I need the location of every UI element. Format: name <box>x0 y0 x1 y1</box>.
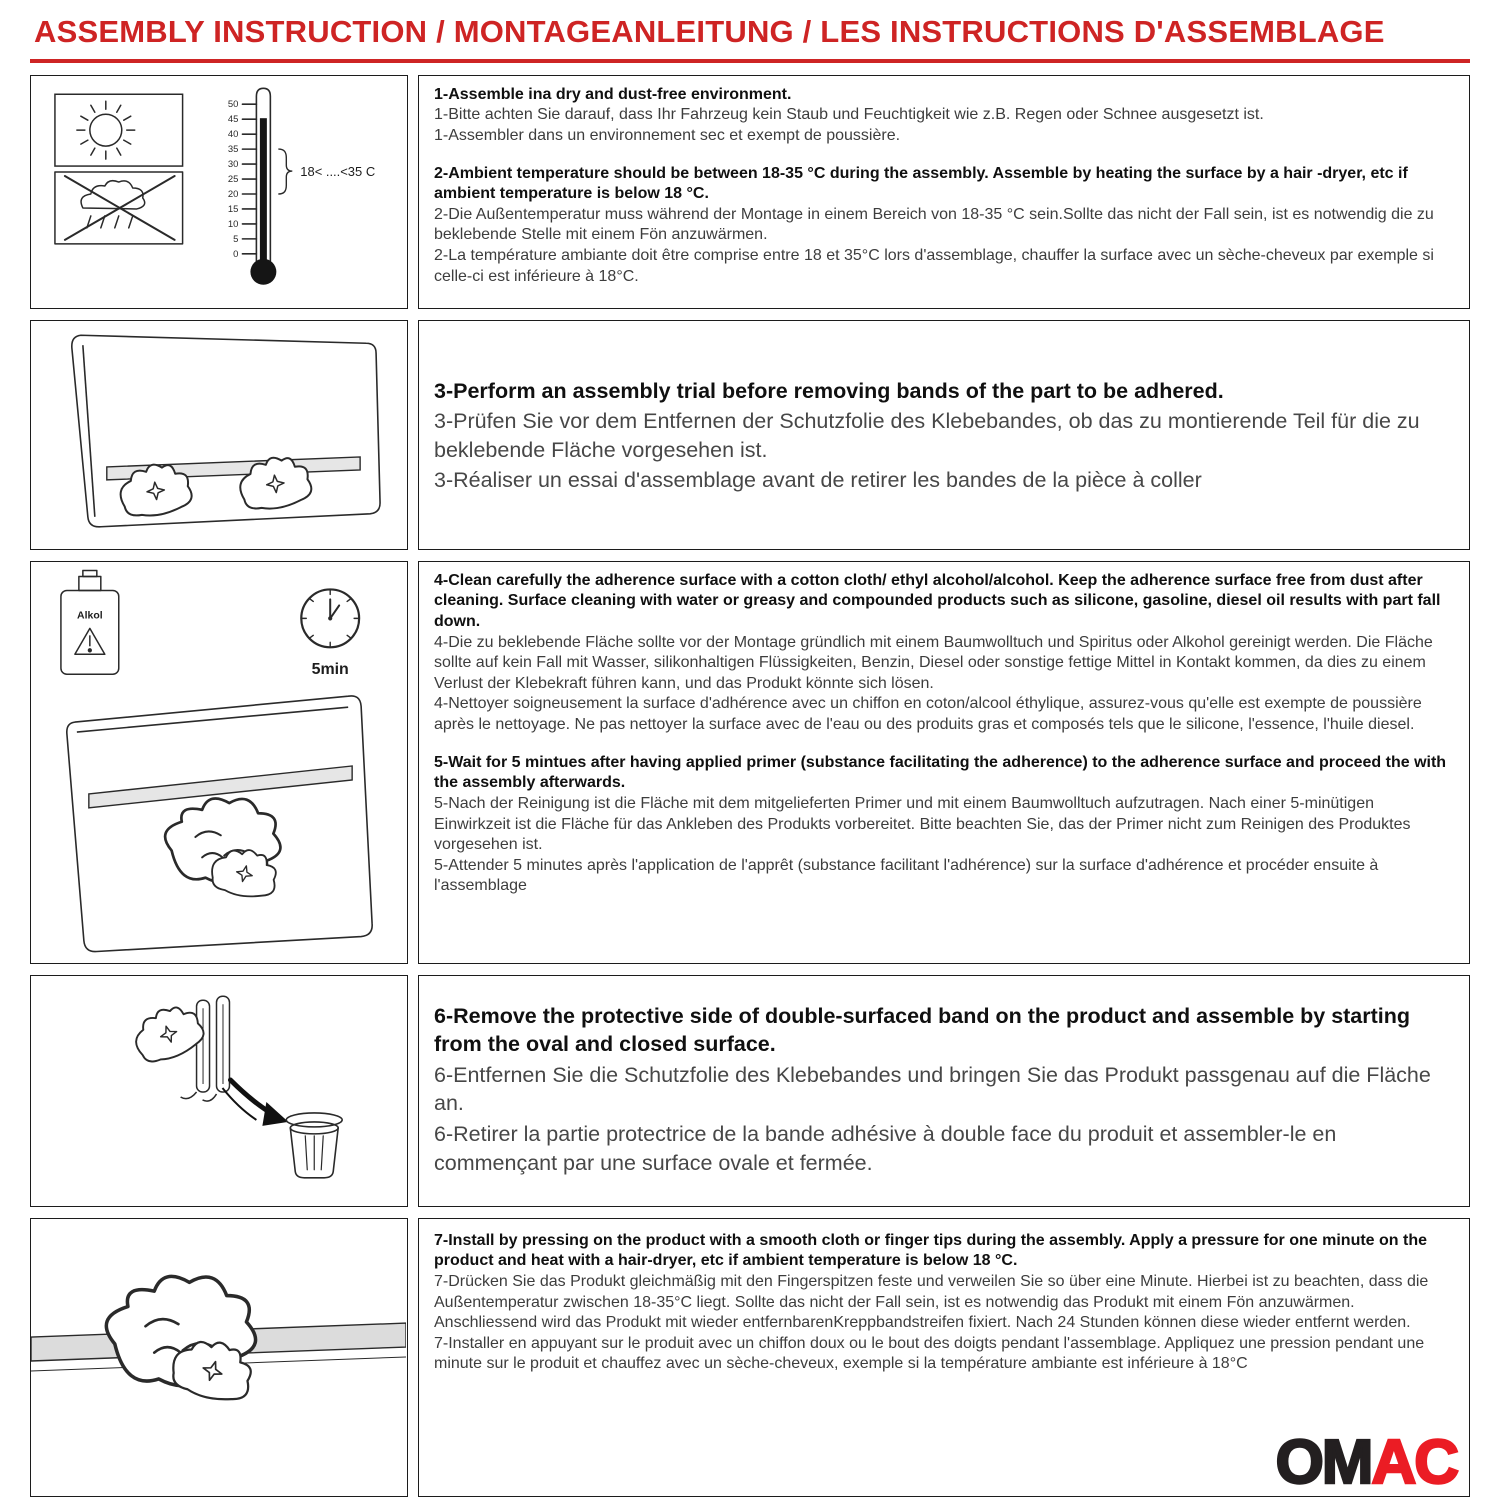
press-install-graphic <box>31 1219 406 1495</box>
step-row-assembly-trial <box>30 320 1470 550</box>
clock-icon <box>301 589 359 678</box>
tick-label: 45 <box>227 113 239 125</box>
sun-icon <box>55 94 183 166</box>
step-paragraph: 1-Assemble ina dry and dust-free environment. <box>434 85 792 103</box>
step-paragraph: 6-Remove the protective side of double-surfaced band on the product and assemble by starting from the oval and closed surface. <box>434 1003 1411 1057</box>
warning-triangle-icon <box>75 628 105 654</box>
illustration-remove-band <box>30 975 408 1207</box>
step-row-remove-band <box>30 975 1470 1207</box>
step-paragraph: 5-Nach der Reinigung ist die Fläche mit dem mitgelieferten Primer und mit einem Baumwolltuch aufzutragen. Nach einer 5-minütigen Einwirkzeit ist die Fläche für das Ankleben des Produkts vorbereitet. Bitte beachten Sie, das der Primer nicht zum Reinigen des Produktes vorgesehen ist. <box>434 794 1411 854</box>
brace-glyph <box>278 149 292 194</box>
page-title: ASSEMBLY INSTRUCTION / MONTAGEANLEITUNG / LES INSTRUCTIONS D'ASSEMBLAGE <box>34 14 1385 49</box>
step-paragraph: 7-Drücken Sie das Produkt gleichmäßig mit den Fingerspitzen feste und verweilen Sie so über eine Minute. Hierbei ist zu beachten, dass die Außentemperatur zwischen 18-35°C liegt. Sollte das nicht der Fall sein, ist es notwendig das Produkt mit einem Fön anzuwärmen. Anschliessend wird das Produkt mit wieder entfernbarenKreppbandstreifen fixiert. Nach 24 Stunden können diese wieder entfernt werden. <box>434 1272 1429 1332</box>
page-header <box>30 12 1470 63</box>
tick-label: 0 <box>233 248 239 260</box>
clock-duration-label: 5min <box>311 660 349 678</box>
step-row-press-install <box>30 1218 1470 1497</box>
step-paragraph: 2-Ambient temperature should be between 18-35 °C during the assembly. Assemble by heating the surface by a hair -dryer, etc if ambient temperature is below 18 °C. <box>434 164 1408 203</box>
omac-logo-black-part: OM <box>1275 1427 1372 1497</box>
illustration-environment-temperature <box>30 75 408 309</box>
environment-temperature-graphic <box>31 76 406 307</box>
remove-band-graphic <box>31 976 406 1205</box>
tick-label: 30 <box>227 158 239 170</box>
step-paragraph: 2-Die Außentemperatur muss während der Montage in einem Bereich von 18-35 °C sein.Sollte das nicht der Fall sein, ist es notwendig die zu beklebende Stelle mit einem Fön anzuwärmen. <box>434 205 1434 244</box>
tick-label: 5 <box>233 233 239 245</box>
step-text-1-2 <box>418 75 1470 309</box>
clean-primer-graphic <box>31 562 406 962</box>
tick-label: 10 <box>227 218 239 230</box>
step-text-3 <box>418 320 1470 550</box>
tick-label: 35 <box>227 143 239 155</box>
step-paragraph: 5-Attender 5 minutes après l'application de l'apprêt (substance facilitant l'adhérence) sur la surface d'adhérence et procéder ensuite à l'assemblage <box>434 856 1379 895</box>
illustration-assembly-trial <box>30 320 408 550</box>
illustration-press-install <box>30 1218 408 1497</box>
step-paragraph: 7-Install by pressing on the product with a smooth cloth or finger tips during the assembly. Apply a pressure for one minute on the product and heat with a hair-dryer, etc if ambient temperature is below 18 °C. <box>434 1231 1427 1270</box>
omac-logo-red-part: AC <box>1371 1427 1457 1497</box>
step-paragraph: 2-La température ambiante doit être comprise entre 18 et 35°C lors d'assemblage, chauffer la surface avec un sèche-cheveux par exemple si celle-ci est inférieure à 18°C. <box>434 247 1434 285</box>
step-paragraph: 6-Entfernen Sie die Schutzfolie des Klebebandes und bringen Sie das Produkt passgenau auf die Fläche an. <box>434 1062 1431 1116</box>
step-paragraph: 5-Wait for 5 mintues after having applied primer (substance facilitating the adherence) to the adherence surface and proceed the with the assembly afterwards. <box>434 753 1447 792</box>
step-paragraph: 7-Installer en appuyant sur le produit avec un chiffon doux ou le bout des doigts pendant l'assemblage. Appliquez une pression pendant une minute sur le produit et chauffez avec un sèche-cheveux, exemple si la température ambiante est inférieure à 18°C <box>434 1334 1425 1373</box>
tick-label: 40 <box>227 128 239 140</box>
temperature-range-label: 18< ....<35 C <box>300 163 376 179</box>
trash-can-icon <box>286 1113 342 1178</box>
step-paragraph: 1-Bitte achten Sie darauf, dass Ihr Fahrzeug kein Staub und Feuchtigkeit wie z.B. Regen oder Schnee ausgesetzt ist. <box>434 106 1264 124</box>
tick-label: 50 <box>227 98 239 110</box>
omac-logo <box>1275 1427 1457 1497</box>
illustration-clean-primer <box>30 561 408 964</box>
tick-label: 15 <box>227 203 239 215</box>
step-paragraph: 6-Retirer la partie protectrice de la bande adhésive à double face du produit et assembler-le en commençant par une surface ovale et fermée. <box>434 1122 1337 1175</box>
assembly-trial-graphic <box>31 321 406 548</box>
arrow-to-trash <box>222 1080 288 1126</box>
step-paragraph: 4-Nettoyer soigneusement la surface d'adhérence avec un chiffon en coton/alcool éthylique, assurez-vous qu'elle est exempte de poussière après le nettoyage. Ne pas nettoyer la surface avec de l'eau ou des produits gras et composés tels que le silicone, l'essence, l'huile diesel. <box>434 695 1422 734</box>
tick-label: 20 <box>227 188 239 200</box>
thermometer-icon <box>228 88 375 284</box>
step-paragraph: 4-Clean carefully the adherence surface with a cotton cloth/ ethyl alcohol/alcohol. Keep the adherence surface free from dust after cleaning. Surface cleaning with water or greasy and compounded products such as silicone, gasoline, diesel oil results with part fall down. <box>434 571 1441 630</box>
step-text-6 <box>418 975 1470 1207</box>
step-paragraph: 1-Assembler dans un environnement sec et exempt de poussière. <box>434 126 901 144</box>
step-row-clean-primer <box>30 561 1470 964</box>
step-text-4-5 <box>418 561 1470 964</box>
no-rain-icon <box>55 172 183 244</box>
alcohol-bottle-label: Alkol <box>77 610 103 622</box>
tick-label: 25 <box>227 173 239 185</box>
instruction-steps <box>30 75 1470 1497</box>
step-paragraph: 3-Prüfen Sie vor dem Entfernen der Schutzfolie des Klebebandes, ob das zu montierende Teil für die zu beklebende Fläche vorgesehen ist. <box>434 409 1420 462</box>
car-door-outline <box>72 335 380 527</box>
step-paragraph: 3-Réaliser un essai d'assemblage avant de retirer les bandes de la pièce à coller <box>434 468 1202 493</box>
step-text-7 <box>418 1218 1470 1497</box>
step-row-environment-temperature <box>30 75 1470 309</box>
step-paragraph: 4-Die zu beklebende Fläche sollte vor der Montage gründlich mit einem Baumwolltuch und Spiritus oder Alkohol gereinigt werden. Die Fläche sollte auf kein Fall mit Wasser, silikonhaltigen Flüssigkeiten, Benzin, Diesel oder sonstige fettige Mittel in Kontakt kommen, da dies zu einem Verlust der Klebekraft führen kann, und das Produkt könnte sich lösen. <box>434 633 1433 692</box>
step-paragraph: 3-Perform an assembly trial before removing bands of the part to be adhered. <box>434 378 1224 403</box>
alcohol-bottle-icon <box>61 570 119 674</box>
